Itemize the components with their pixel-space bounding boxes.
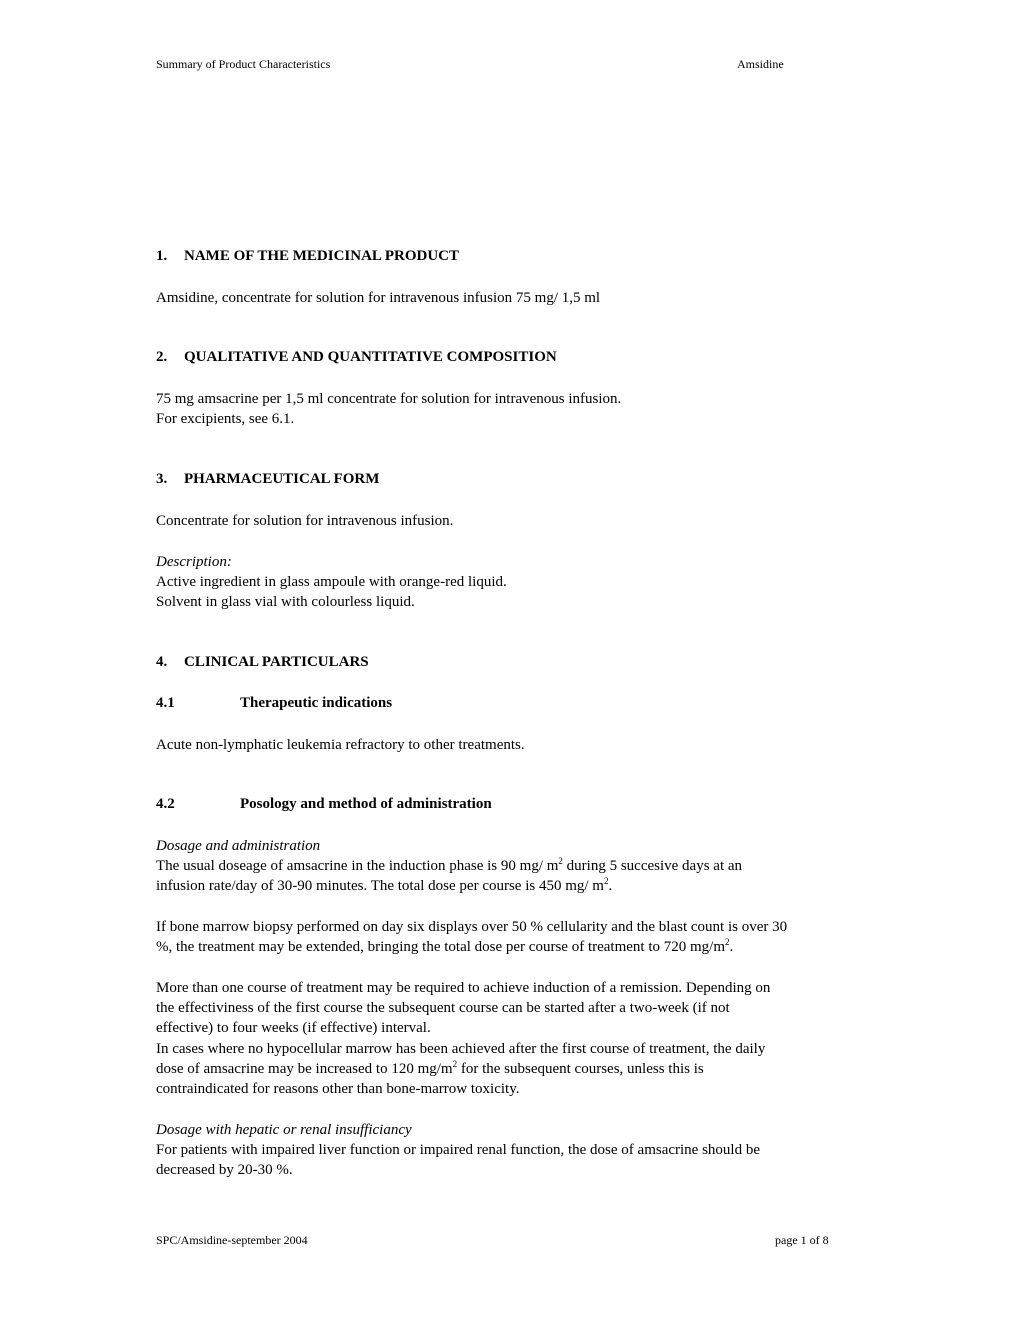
composition-line: 75 mg amsacrine per 1,5 ml concentrate for solution for intravenous infusion.: [156, 391, 622, 407]
section-title: NAME OF THE MEDICINAL PRODUCT: [184, 248, 460, 264]
superscript: 2: [452, 1059, 458, 1069]
paragraph-line: effective) to four weeks (if effective) interval.: [156, 1020, 431, 1036]
text-run: dose of amsacrine may be increased to 120 mg/m: [156, 1061, 453, 1077]
section-number: 3.: [156, 471, 168, 487]
section-title: QUALITATIVE AND QUANTITATIVE COMPOSITION: [184, 349, 557, 365]
subsection-4-2-heading: [156, 796, 492, 813]
text-run: infusion rate/day of 30-90 minutes. The total dose per course is 450 mg/ m: [156, 878, 604, 894]
section-number: 2.: [156, 349, 168, 365]
subsection-4-1-heading: [156, 695, 392, 712]
paragraph-line: [156, 856, 742, 876]
section-number: 1.: [156, 248, 168, 264]
superscript: 2: [558, 856, 563, 866]
header-right: Amsidine: [737, 57, 784, 71]
description-line: Active ingredient in glass ampoule with orange-red liquid.: [156, 574, 507, 590]
header-left: Summary of Product Characteristics: [156, 57, 331, 71]
paragraph-line: More than one course of treatment may be required to achieve induction of a remission. Depending on: [156, 980, 771, 996]
paragraph-line: If bone marrow biopsy performed on day six displays over 50 % cellularity and the blast count is over 30: [156, 919, 788, 935]
section-2-heading: [156, 349, 557, 366]
paragraph-line: In cases where no hypocellular marrow has been achieved after the first course of treatment, the daily: [156, 1041, 766, 1057]
superscript: 2: [603, 876, 609, 886]
section-1-heading: [156, 248, 459, 265]
excipients-line: For excipients, see 6.1.: [156, 411, 295, 427]
text-run: .: [729, 939, 734, 955]
paragraph-line: the effectiviness of the first course the subsequent course can be started after a two-week (if not: [156, 1000, 730, 1016]
text-run: during 5 succesive days at an: [566, 858, 743, 874]
paragraph-line: [156, 876, 612, 896]
text-run: .: [608, 878, 613, 894]
subsection-number: 4.1: [156, 695, 175, 711]
section-4-heading: [156, 654, 369, 671]
paragraph-line: [156, 937, 733, 957]
product-name: Amsidine, concentrate for solution for intravenous infusion 75 mg/ 1,5 ml: [156, 290, 601, 306]
page-number: page 1 of 8: [775, 1233, 829, 1247]
description-label: Description:: [156, 554, 232, 570]
text-run: The usual doseage of amsacrine in the induction phase is 90 mg/ m: [156, 858, 559, 874]
text-run: for the subsequent courses, unless this is: [460, 1061, 704, 1077]
subsection-number: 4.2: [156, 796, 175, 812]
paragraph-line: contraindicated for reasons other than bone-marrow toxicity.: [156, 1081, 520, 1097]
section-3-heading: [156, 471, 379, 488]
superscript: 2: [725, 937, 730, 947]
description-line: Solvent in glass vial with colourless liquid.: [156, 594, 415, 610]
subsection-title: Therapeutic indications: [240, 695, 393, 711]
paragraph-line: [156, 1059, 704, 1079]
indication-text: Acute non-lymphatic leukemia refractory to other treatments.: [156, 737, 525, 753]
footer-left: SPC/Amsidine-september 2004: [156, 1233, 308, 1247]
section-title: CLINICAL PARTICULARS: [184, 654, 369, 670]
paragraph-line: decreased by 20-30 %.: [156, 1162, 293, 1178]
form-text: Concentrate for solution for intravenous infusion.: [156, 513, 454, 529]
subsection-title: Posology and method of administration: [240, 796, 492, 812]
text-run: %, the treatment may be extended, bringing the total dose per course of treatment to 720 mg/m: [156, 939, 725, 955]
section-title: PHARMACEUTICAL FORM: [184, 471, 380, 487]
dosage-label: Dosage and administration: [156, 838, 321, 854]
hepatic-label: Dosage with hepatic or renal insufficiancy: [156, 1122, 412, 1138]
paragraph-line: For patients with impaired liver function or impaired renal function, the dose of amsacrine should be: [156, 1142, 760, 1158]
section-number: 4.: [156, 654, 168, 670]
